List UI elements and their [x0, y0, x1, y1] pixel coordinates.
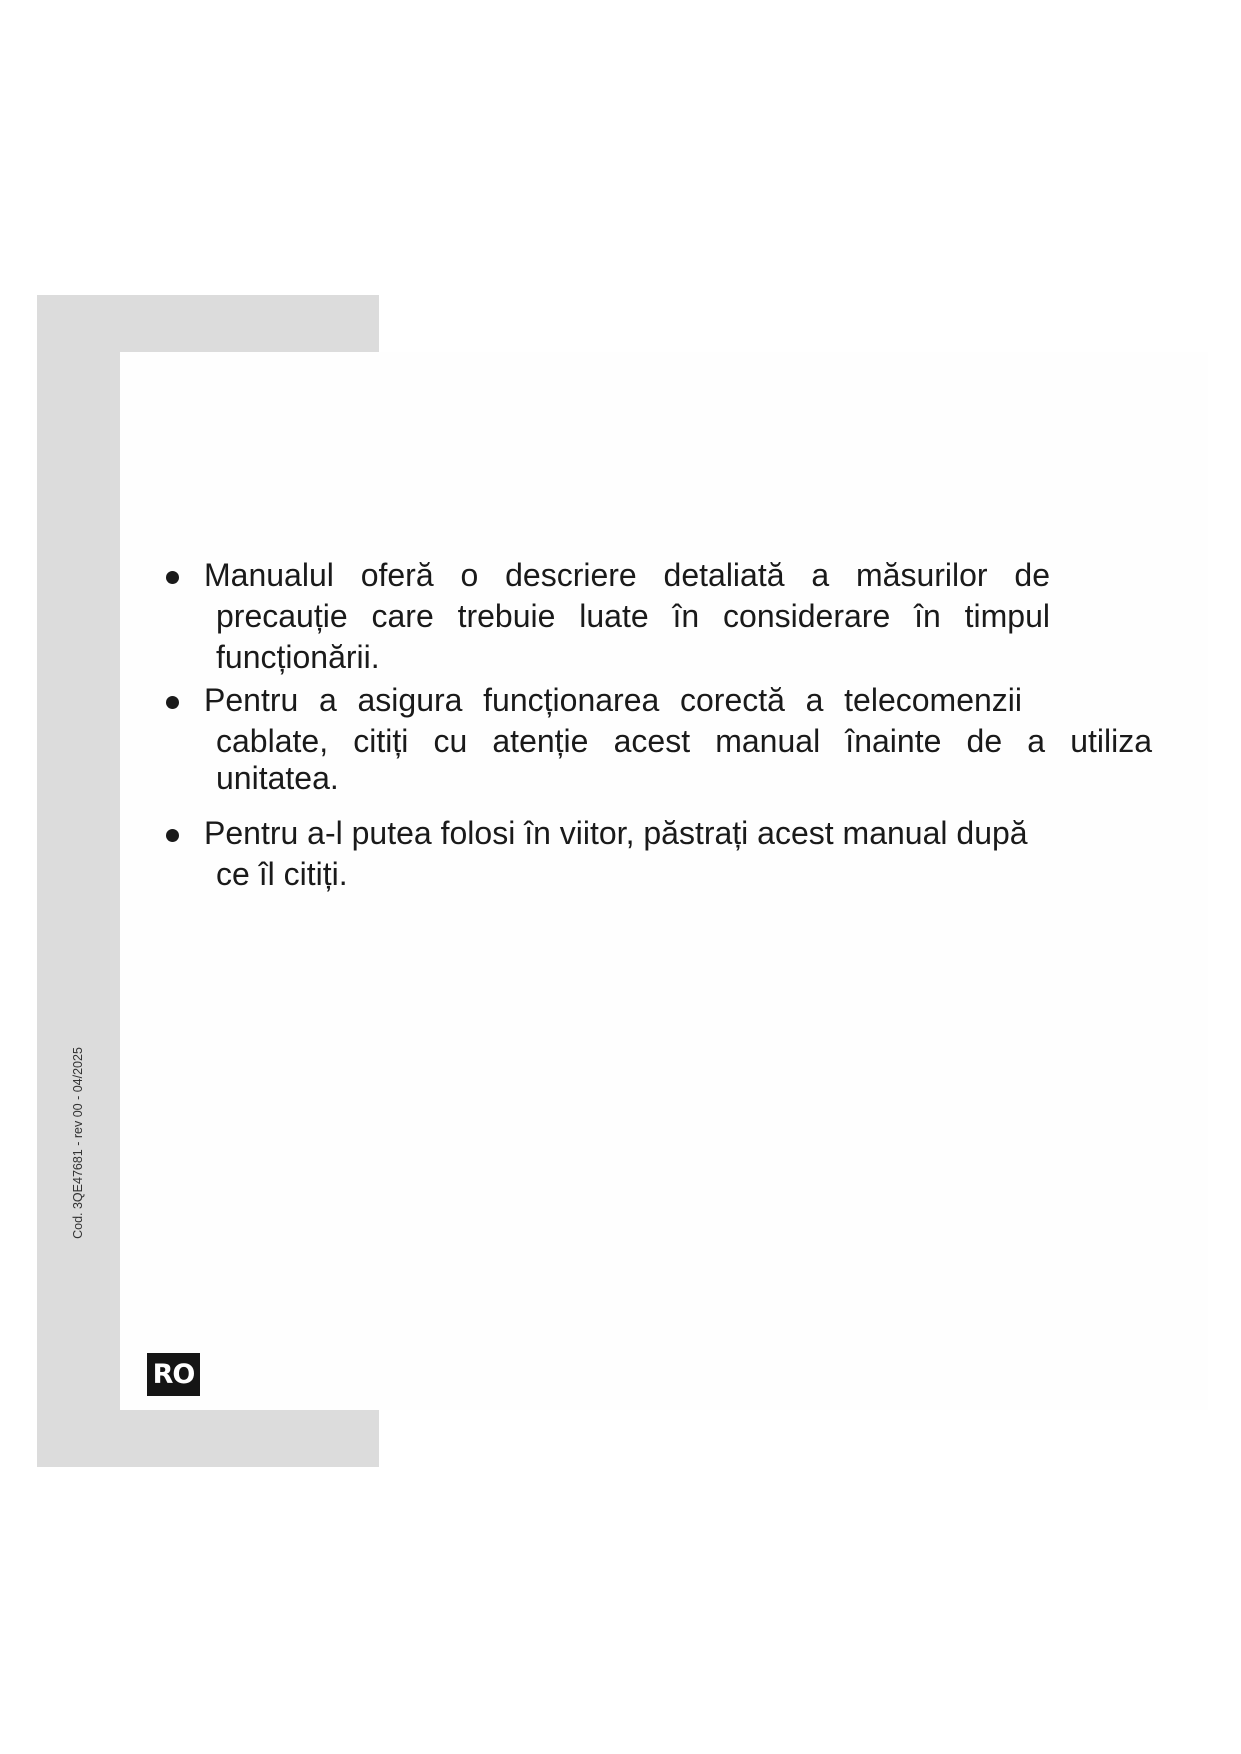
document-code: Cod. 3QE47681 - rev 00 - 04/2025 [71, 1047, 85, 1239]
bullet-dot-icon [166, 571, 179, 584]
bullet-line: ce îl citiți. [216, 856, 348, 892]
list-item [166, 680, 1152, 799]
bullet-dot-icon [166, 829, 179, 842]
bullet-line: precauție care trebuie luate în considerare în timpul [216, 598, 1050, 634]
bullet-line: unitatea. [216, 760, 339, 796]
bullet-line: Pentru a-l putea folosi în viitor, păstrați acest manual după [204, 815, 1028, 851]
frame-bottom-bar [37, 1410, 379, 1467]
bullet-line: Manualul oferă o descriere detaliată a măsurilor de [204, 557, 1050, 593]
bullet-line: Pentru a asigura funcționarea corectă a telecomenzii [204, 682, 1022, 718]
bullet-line: funcționării. [216, 639, 380, 675]
frame-top-bar [37, 295, 379, 352]
list-item [166, 555, 1050, 678]
frame-left-bar [37, 295, 120, 1467]
bullet-line: cablate, citiți cu atenție acest manual înainte de a utiliza [216, 723, 1152, 759]
bullet-dot-icon [166, 696, 179, 709]
list-item [166, 813, 1152, 895]
language-badge: RO [147, 1353, 200, 1396]
bullet-list [166, 555, 1152, 895]
